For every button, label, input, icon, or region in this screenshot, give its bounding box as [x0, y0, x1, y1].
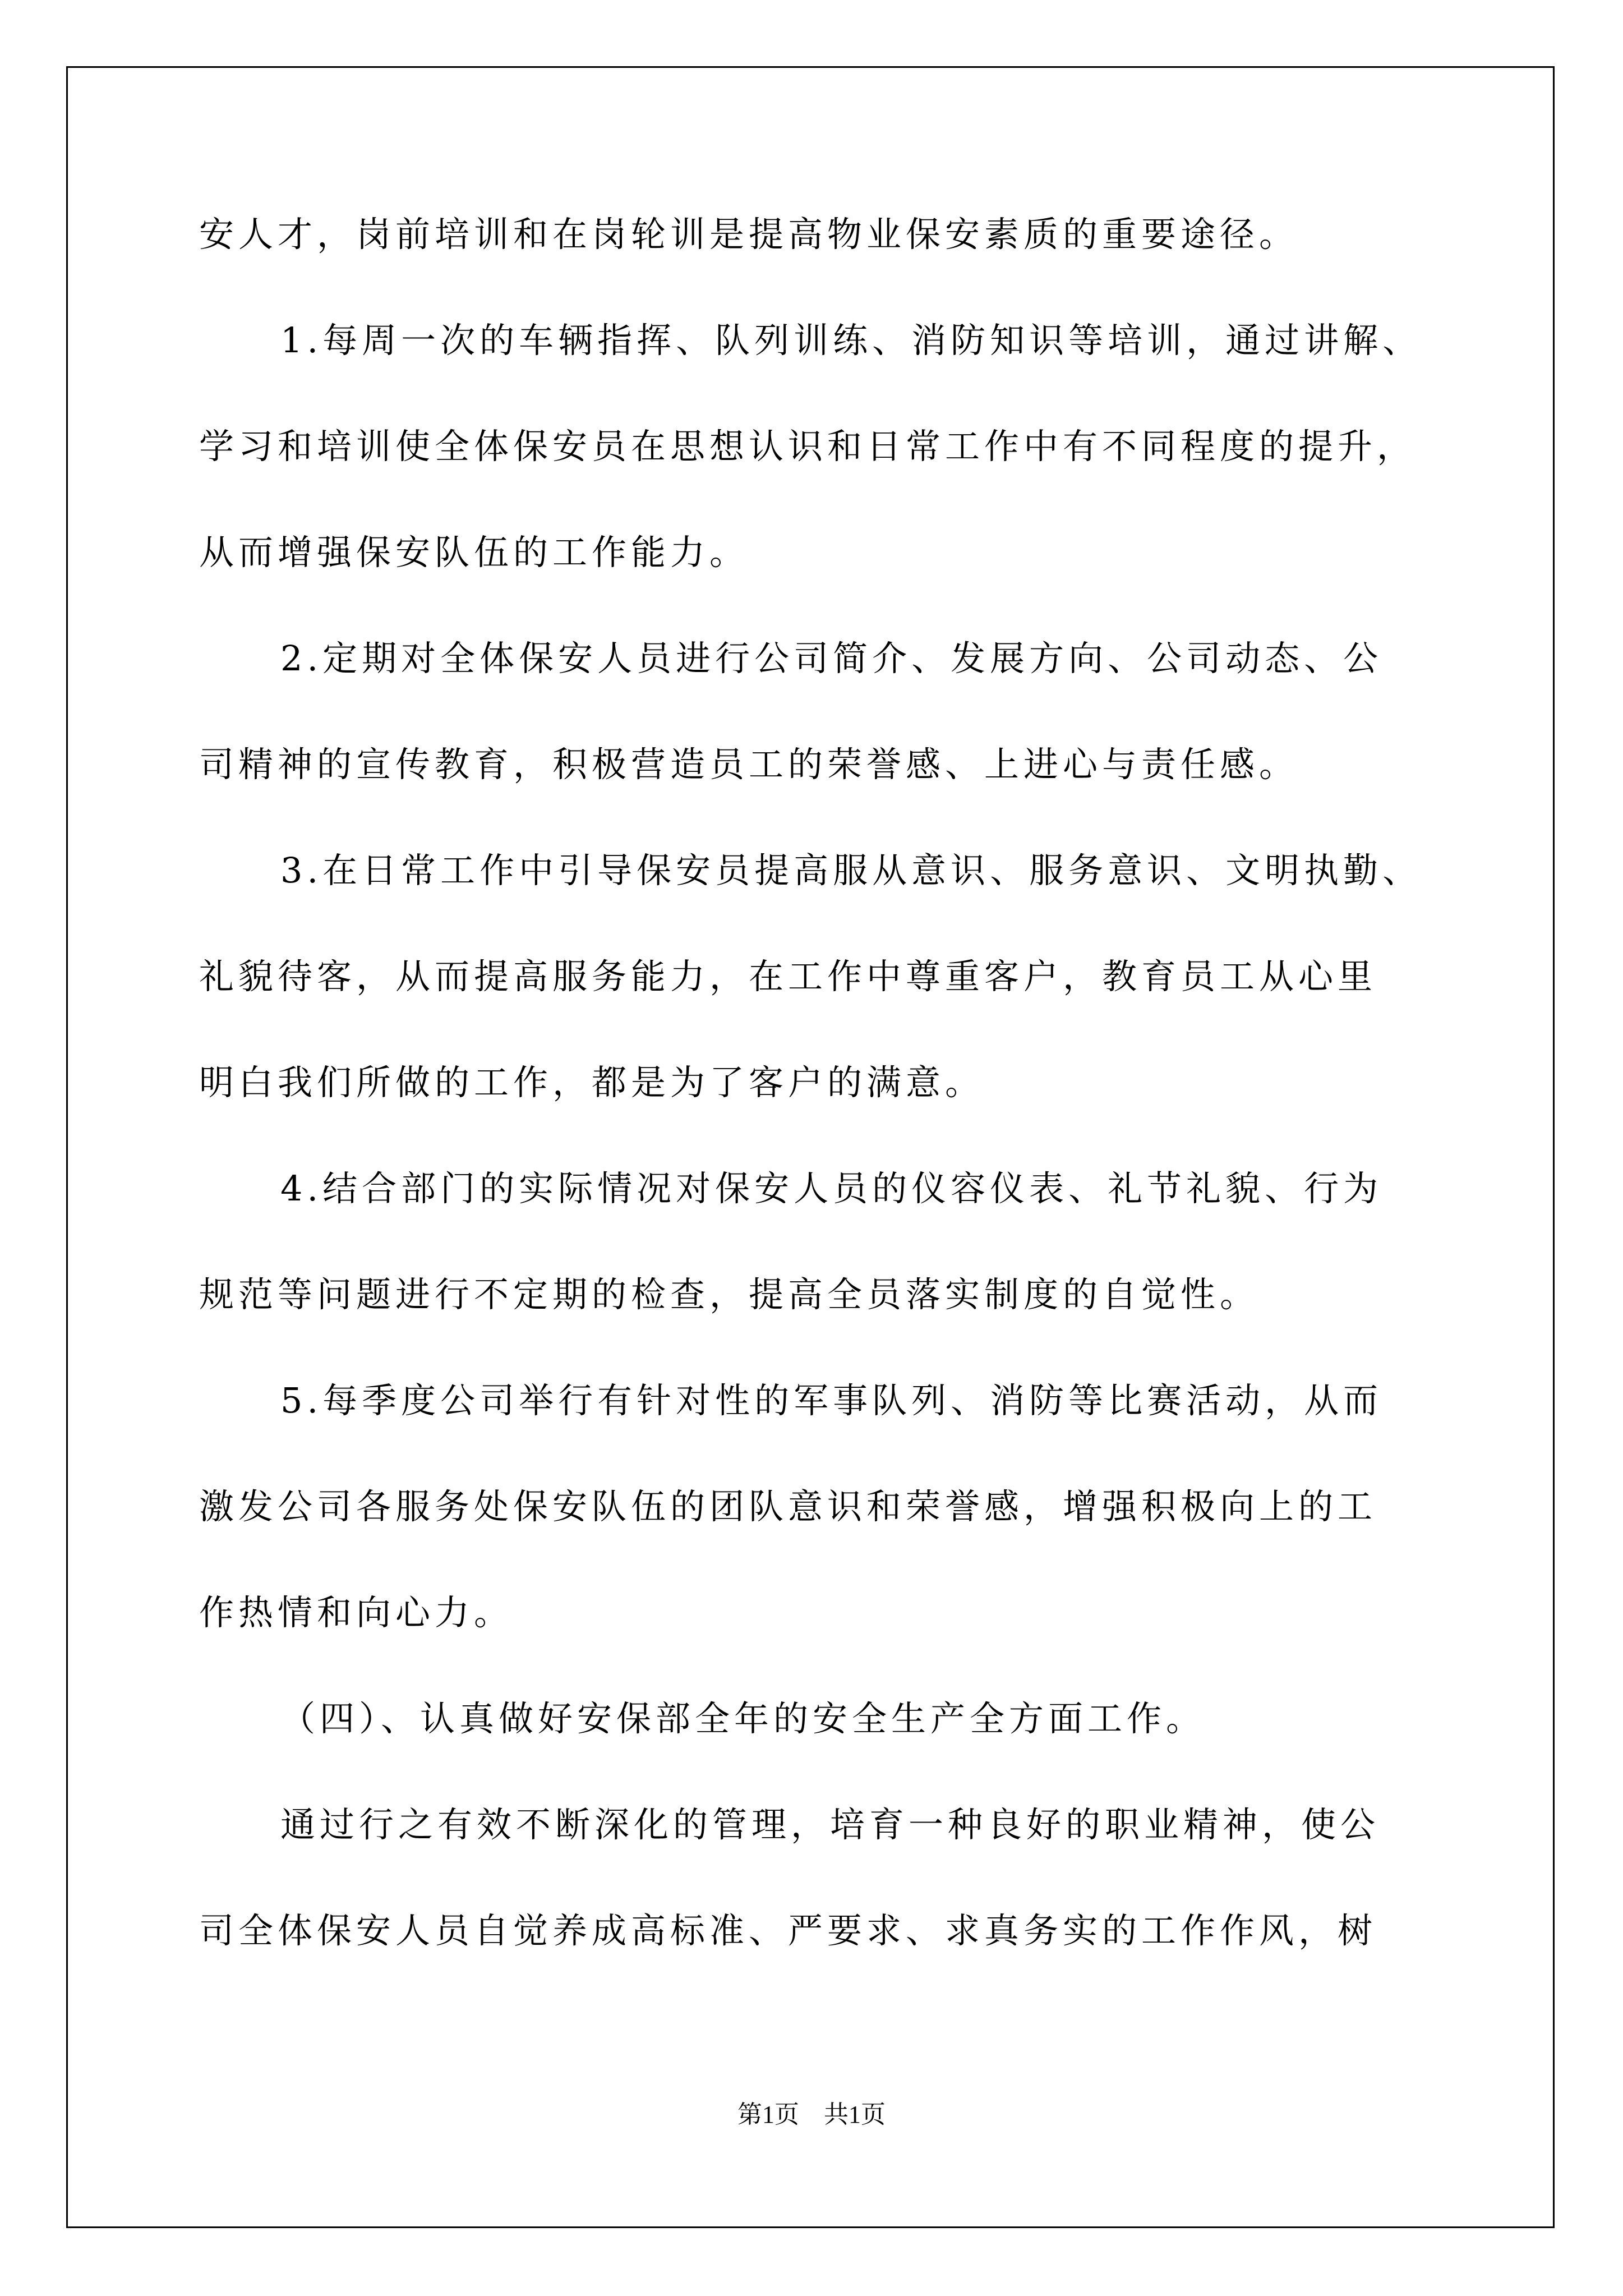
text-line: 规范等问题进行不定期的检查，提高全员落实制度的自觉性。	[199, 1274, 1260, 1315]
text-line: 从而增强保安队伍的工作能力。	[199, 532, 749, 573]
text-line: 1.每周一次的车辆指挥、队列训练、消防知识等培训，通过讲解、	[280, 320, 1422, 361]
text-line: 司全体保安人员自觉养成高标准、严要求、求真务实的工作作风，树	[199, 1910, 1377, 1951]
text-line: 明白我们所做的工作，都是为了客户的满意。	[199, 1062, 985, 1103]
text-line: 5.每季度公司举行有针对性的军事队列、消防等比赛活动，从而	[280, 1380, 1383, 1421]
document-body	[199, 210, 1461, 2013]
text-line: 激发公司各服务处保安队伍的团队意识和荣誉感，增强积极向上的工	[199, 1486, 1377, 1527]
text-line: 4.结合部门的实际情况对保安人员的仪容仪表、礼节礼貌、行为	[280, 1168, 1383, 1209]
text-line: 作热情和向心力。	[199, 1592, 514, 1633]
text-line: 安人才，岗前培训和在岗轮训是提高物业保安素质的重要途径。	[199, 214, 1299, 255]
text-line: 通过行之有效不断深化的管理，培育一种良好的职业精神，使公	[280, 1804, 1380, 1845]
text-line: 司精神的宣传教育，积极营造员工的荣誉感、上进心与责任感。	[199, 744, 1299, 785]
text-line: 3.在日常工作中引导保安员提高服从意识、服务意识、文明执勤、	[280, 850, 1422, 891]
page-footer: 第1页 共1页	[737, 2101, 886, 2128]
text-line: 礼貌待客，从而提高服务能力，在工作中尊重客户，教育员工从心里	[199, 956, 1377, 997]
section-heading: （四）、认真做好安保部全年的安全生产全方面工作。	[280, 1698, 1206, 1739]
text-line: 2.定期对全体保安人员进行公司简介、发展方向、公司动态、公	[280, 638, 1383, 679]
text-line: 学习和培训使全体保安员在思想认识和日常工作中有不同程度的提升，	[199, 426, 1417, 467]
